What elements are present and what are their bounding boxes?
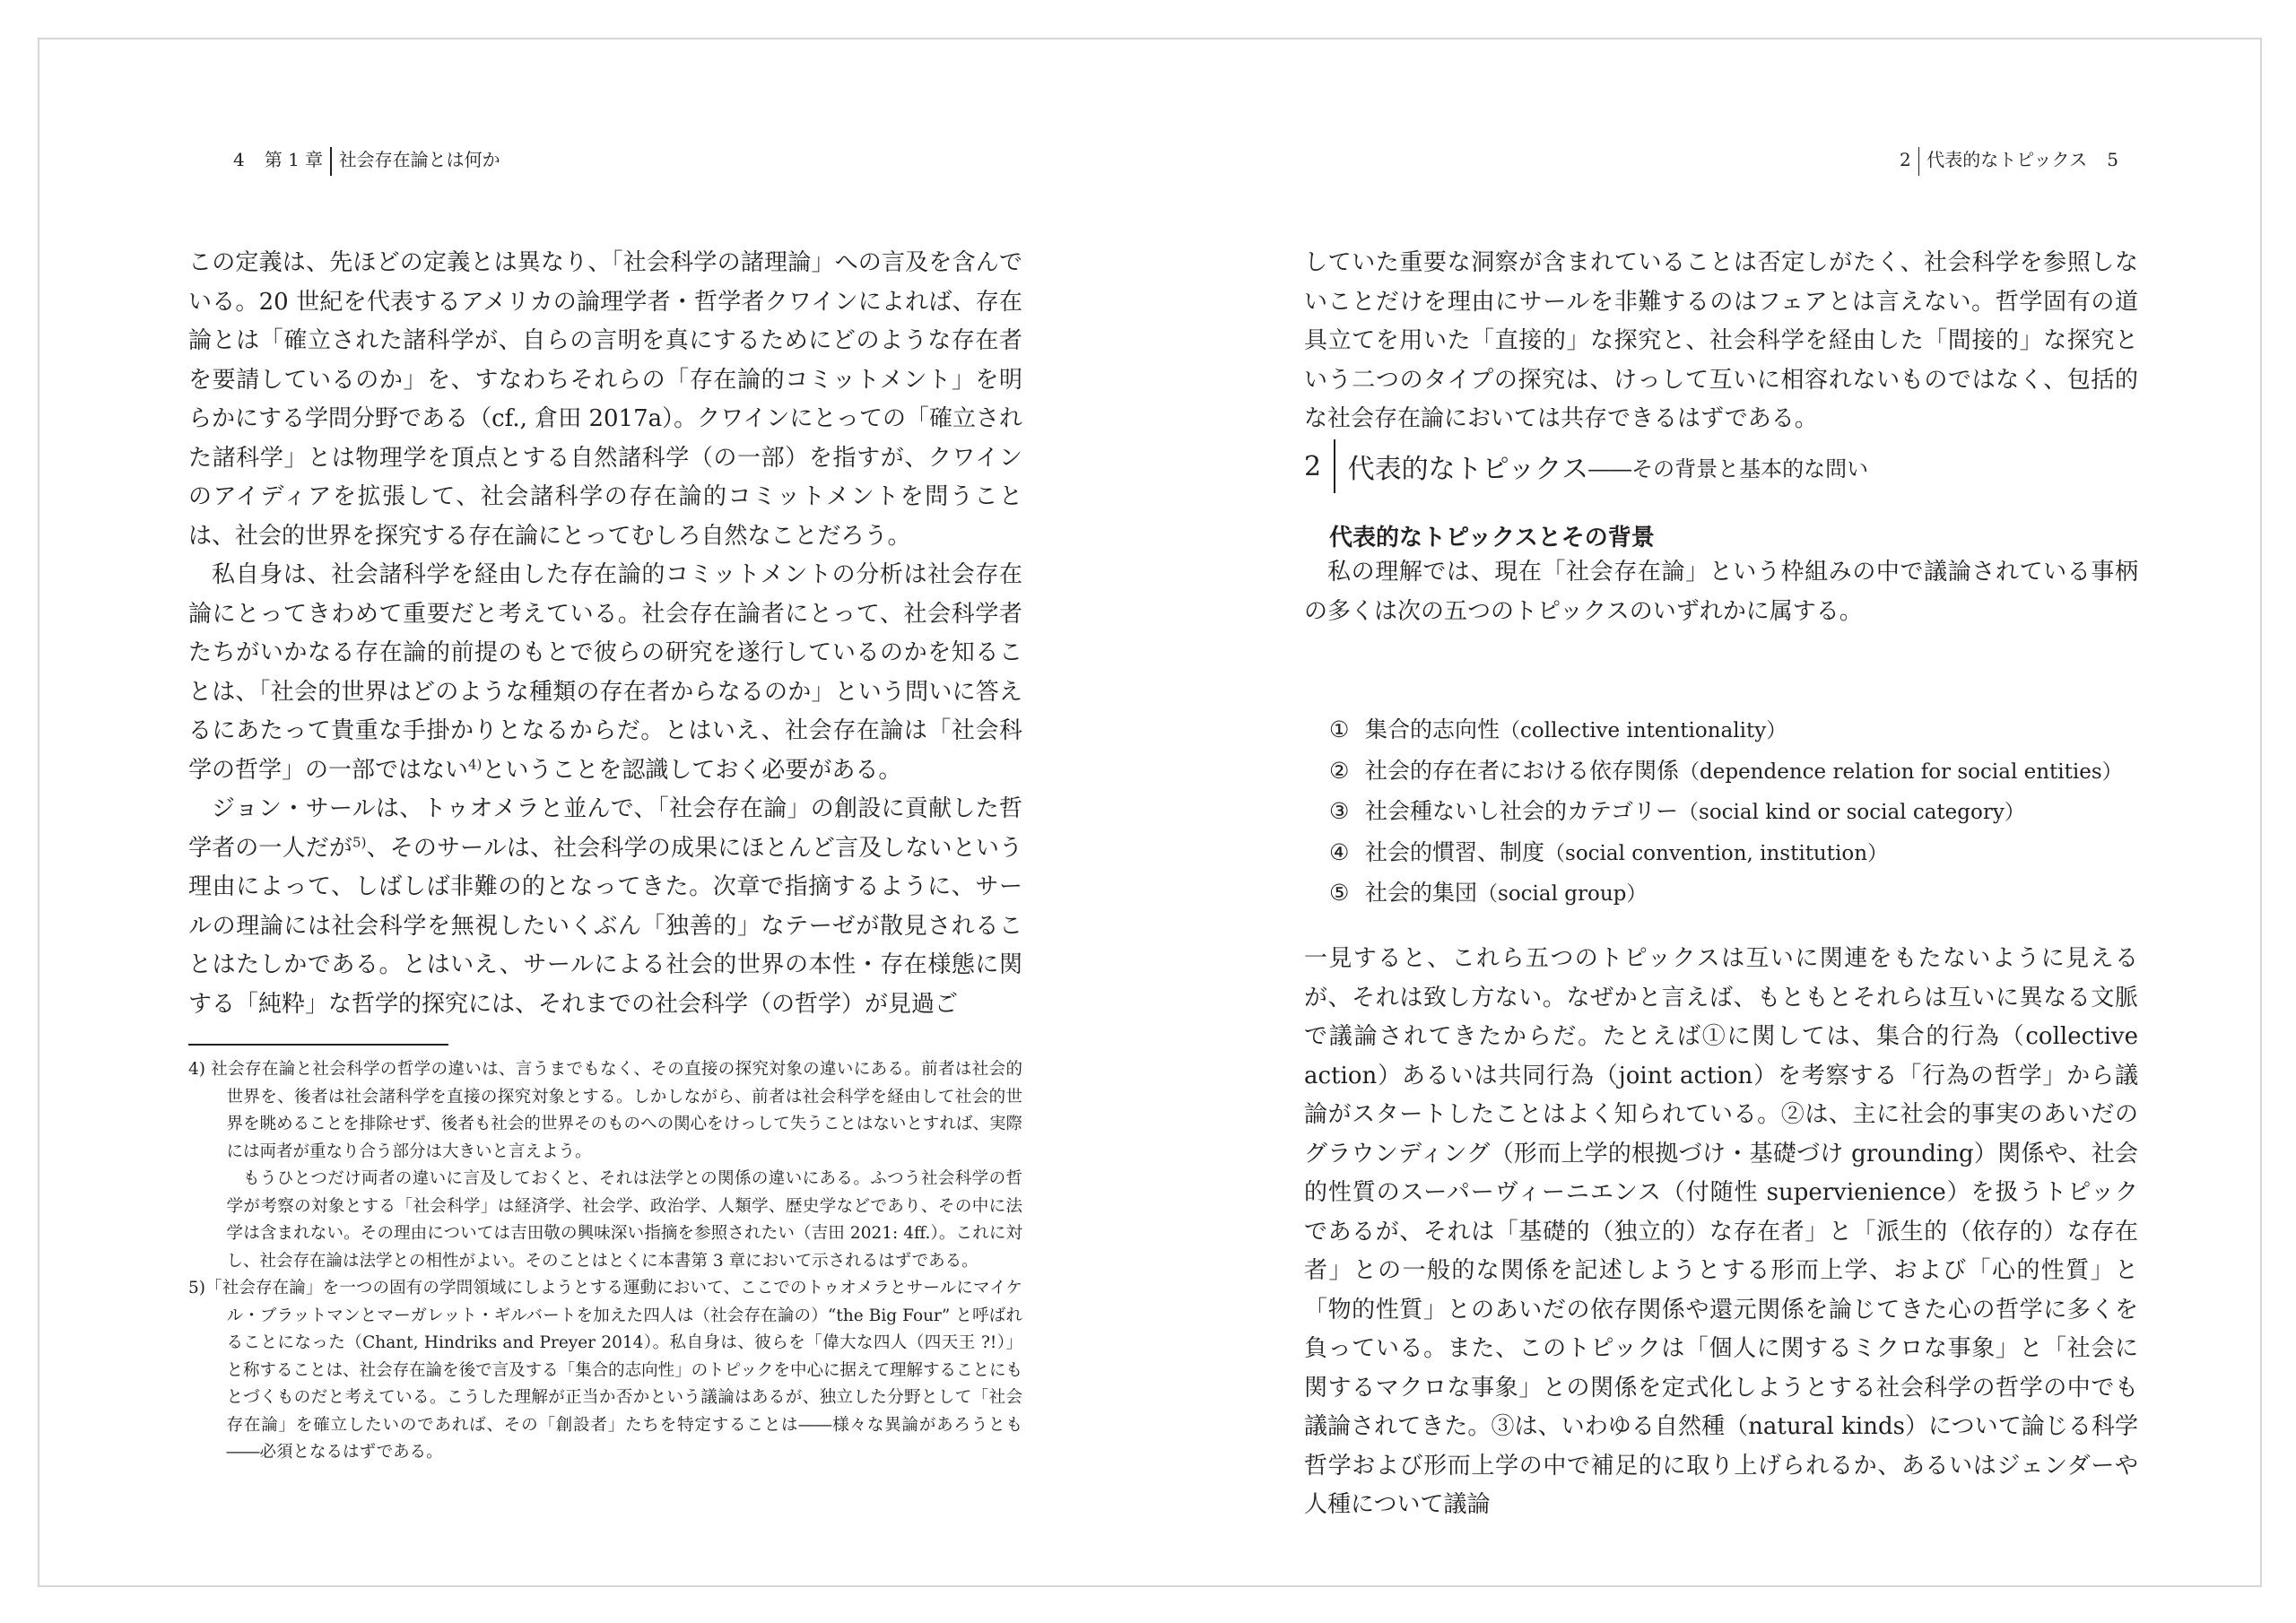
running-head-divider bbox=[330, 147, 332, 176]
list-item bbox=[1329, 710, 2123, 751]
footnote-number: 5) bbox=[188, 1279, 205, 1298]
left-body-text bbox=[188, 244, 1022, 1024]
right-body-text bbox=[1304, 940, 2138, 1525]
running-head-divider bbox=[1918, 147, 1920, 176]
paragraph: 一見すると、これら五つのトピックスは互いに関連をもたないように見えるが、それは致し方ない。なぜかと言えば、もともとそれらは互いに異なる文脈で議論されてきたからだ。たとえば①に関しては、集合的行為（collective action）あるいは共同行為（joint action）を考察する「行為の哲学」から議論がスタートしたことはよく知られている。②は、主に社会的事実のあいだのグラウンディング（形而上学的根拠づけ・基礎づけ grounding）関係や、社会的性質のスーパーヴィーニエンス（付随性 supervienience）を扱うトピックであるが、それは「基礎的（独立的）な存在者」と「派生的（依存的）な存在者」との一般的な関係を記述しようとする形而上学、および「心的性質」と「物的性質」とのあいだの依存関係や還元関係を論じてきた心の哲学に多くを負っている。また、このトピックは「個人に関するミクロな事象」と「社会に関するマクロな事象」との関係を定式化しようとする社会科学の哲学の中でも議論されてきた。③は、いわゆる自然種（natural kinds）について論じる科学哲学および形而上学の中で補足的に取り上げられるか、あるいはジェンダーや人種について議論 bbox=[1304, 945, 2138, 1518]
list-item bbox=[1329, 751, 2123, 793]
paragraph-text: 、そのサールは、社会科学の成果にほとんど言及しないという理由によって、しばしば非難の的となってきた。次章で指摘するように、サールの理論には社会科学を無視したいくぶん「独善的」なテーゼが散見されることはたしかである。とはいえ、サールによる社会的世界の本性・存在様態に関する「純粋」な哲学的探究には、それまでの社会科学（の哲学）が見過ご bbox=[188, 834, 1022, 1018]
section-heading bbox=[1304, 439, 1868, 493]
left-page bbox=[188, 39, 1022, 1585]
section-number: 2 bbox=[1900, 149, 1911, 170]
paragraph-text: 私自身は、社会諸科学を経由した存在論的コミットメントの分析は社会存在論にとってきわめて重要だと考えている。社会存在論者にとって、社会科学者たちがいかなる存在論的前提のもとで彼らの研究を遂行しているのかを知ることは、「社会的世界はどのような種類の存在者からなるのか」という問いに答えるにあたって貴重な手掛かりとなるからだ。とはいえ、社会存在論は「社会科学の哲学」の一部ではない bbox=[188, 561, 1022, 784]
footnote-text: 社会存在論と社会科学の哲学の違いは、言うまでもなく、その直接の探究対象の違いにある。前者は社会的世界を、後者は社会諸科学を直接の探究対象とする。しかしながら、前者は社会科学を経由して社会的世界を眺めることを排除せず、後者も社会的世界そのものへの関心をけっして失うことはないとすれば、実際には両者が重なり合う部分は大きいと言えよう。 bbox=[211, 1060, 1022, 1161]
list-number: ④ bbox=[1329, 838, 1350, 865]
topic-en: （dependence relation for social entities） bbox=[1679, 759, 2123, 784]
section-heading-divider bbox=[1334, 439, 1335, 493]
footnote-text: 「社会存在論」を一つの固有の学問領域にしようとする運動において、ここでのトゥオメラとサールにマイケル・ブラットマンとマーガレット・ギルバートを加えた四人は（社会存在論の）“the Big Four” と呼ばれることになった（Chant, Hindriks and Preyer 2014）。私自身は、彼らを「偉大な四人（四天王 ?!）」と称することは、社会存在論を後で言及する「集合的志向性」のトピックを中心に据えて理解することにもとづくものだと考えている。こうした理解が正当か否かという議論はあるが、独立した分野として「社会存在論」を確立したいのであれば、その「創設者」たちを特定することは――様々な異論があろうとも――必須となるはずである。 bbox=[205, 1279, 1022, 1462]
intro-paragraph bbox=[1304, 553, 2138, 631]
footnote-number: 4) bbox=[188, 1060, 205, 1079]
topic-en: （social group） bbox=[1477, 882, 1648, 906]
section-heading-title: 代表的なトピックス bbox=[1347, 454, 1589, 485]
section-heading-subtitle: ――その背景と基本的な問い bbox=[1588, 456, 1869, 482]
paragraph: していた重要な洞察が含まれていることは否定しがたく、社会科学を参照しないことだけを理由にサールを非難するのはフェアとは言えない。哲学固有の道具立てを用いた「直接的」な探究と、社会科学を経由した「間接的」な探究という二つのタイプの探究は、けっして互いに相容れないものではなく、包括的な社会存在論においては共存できるはずである。 bbox=[1304, 249, 2138, 432]
topic-ja: 社会的慣習、制度 bbox=[1365, 838, 1545, 865]
footnote-rule bbox=[188, 1044, 448, 1046]
paragraph bbox=[188, 790, 1022, 1024]
list-number: ⑤ bbox=[1329, 880, 1350, 906]
list-number: ② bbox=[1329, 757, 1350, 784]
section-heading-number: 2 bbox=[1304, 450, 1322, 482]
chapter-title: 社会存在論とは何か bbox=[338, 149, 500, 170]
topic-en: （social kind or social category） bbox=[1678, 801, 2025, 824]
running-head-right bbox=[1900, 145, 2138, 174]
list-number: ① bbox=[1329, 716, 1350, 742]
topic-ja: 集合的志向性 bbox=[1365, 716, 1500, 742]
right-page bbox=[1304, 39, 2138, 1585]
page-number: 5 bbox=[2107, 149, 2118, 170]
subsection-title: 代表的なトピックスとその背景 bbox=[1329, 525, 1655, 551]
list-number: ③ bbox=[1329, 798, 1350, 824]
paragraph: 私の理解では、現在「社会存在論」という枠組みの中で議論されている事柄の多くは次の五つのトピックスのいずれかに属する。 bbox=[1304, 559, 2138, 625]
topic-ja: 社会種ないし社会的カテゴリー bbox=[1365, 798, 1679, 824]
list-item bbox=[1329, 833, 2123, 874]
footnote bbox=[188, 1056, 1022, 1166]
topic-list bbox=[1329, 710, 2123, 915]
paragraph-text: ということを認識しておく必要がある。 bbox=[482, 756, 902, 784]
paragraph bbox=[188, 556, 1022, 790]
footnote-marker[interactable]: 5) bbox=[352, 833, 367, 850]
list-item bbox=[1329, 873, 2123, 915]
footnote-marker[interactable]: 4) bbox=[468, 755, 483, 772]
paragraph-text: ジョン・サールは、トゥオメラと並んで、「社会存在論」の創設に貢献した哲学者の一人だが bbox=[188, 795, 1022, 862]
right-body-continuation bbox=[1304, 244, 2138, 439]
paragraph: この定義は、先ほどの定義とは異なり、「社会科学の諸理論」への言及を含んでいる。20 世紀を代表するアメリカの論理学者・哲学者クワインによれば、存在論とは「確立された諸科学が、自らの言明を真にするためにどのような存在者を要請しているのか」を、すなわちそれらの「存在論的コミットメント」を明らかにする学問分野である（cf., 倉田 2017a）。クワインにとっての「確立された諸科学」とは物理学を頂点とする自然諸科学（の一部）を指すが、クワインのアイディアを拡張して、社会諸科学の存在論的コミットメントを問うことは、社会的世界を探究する存在論にとってむしろ自然なことだろう。 bbox=[188, 249, 1022, 550]
book-spread bbox=[38, 38, 2262, 1587]
list-item bbox=[1329, 792, 2123, 833]
footnote-continuation: もうひとつだけ両者の違いに言及しておくと、それは法学との関係の違いにある。ふつう社会科学の哲学が考察の対象とする「社会科学」は経済学、社会学、政治学、人類学、歴史学などであり、その中に法学は含まれない。その理由については吉田敬の興味深い指摘を参照されたい（吉田 2021: 4ff.）。これに対し、社会存在論は法学との相性がよい。そのことはとくに本書第 3 章において示されるはずである。 bbox=[226, 1169, 1022, 1271]
footnotes bbox=[188, 1056, 1022, 1467]
chapter-label: 第 1 章 bbox=[264, 149, 324, 170]
topic-ja: 社会的集団 bbox=[1365, 880, 1478, 906]
topic-ja: 社会的存在者における依存関係 bbox=[1365, 757, 1680, 784]
topic-en: （collective intentionality） bbox=[1500, 719, 1787, 742]
footnote bbox=[188, 1275, 1022, 1467]
page-number: 4 bbox=[233, 149, 245, 170]
running-head-left bbox=[213, 145, 500, 174]
section-title: 代表的なトピックス bbox=[1926, 149, 2088, 170]
topic-en: （social convention, institution） bbox=[1544, 841, 1889, 865]
